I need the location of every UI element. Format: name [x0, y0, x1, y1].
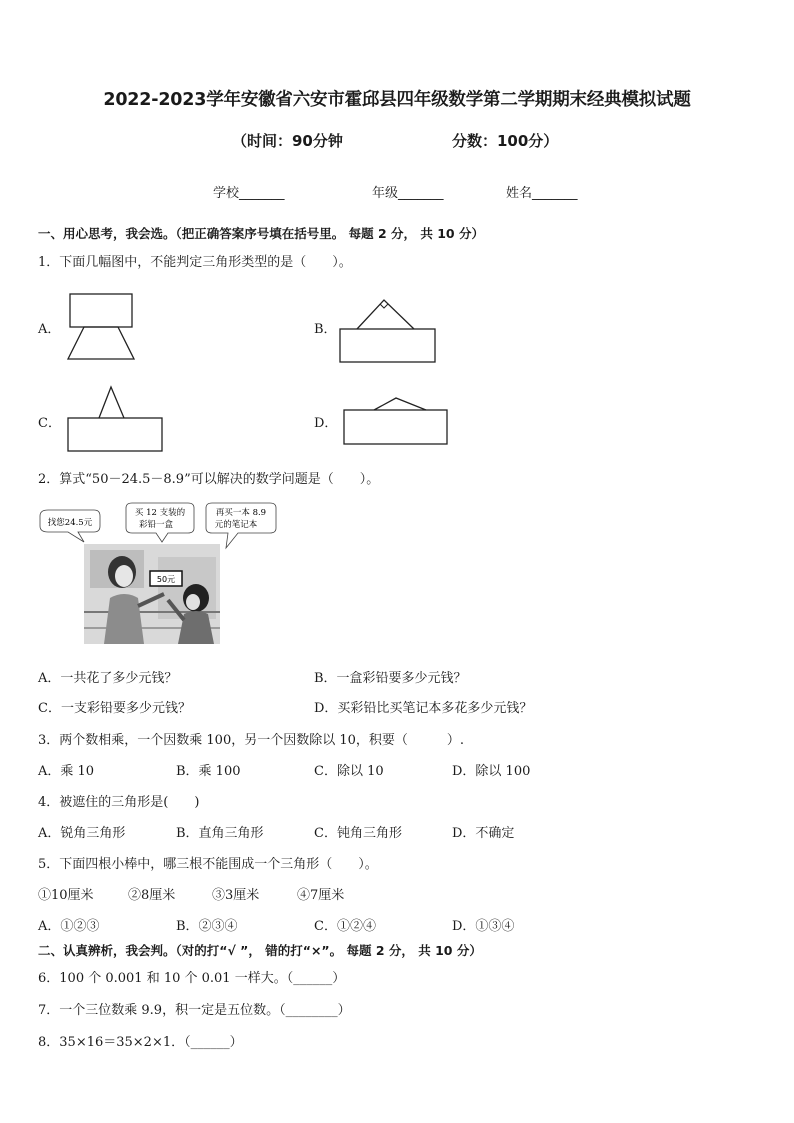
bubble-notebook-line1: 再买一本 8.9: [215, 508, 267, 518]
q5-stick-3: ③3厘米: [212, 888, 260, 903]
banknote-label: 50元: [156, 575, 176, 584]
question-5-stem: 5．下面四根小棒中，哪三根不能围成一个三角形（ ）。: [38, 857, 378, 872]
q4-option-a: A．锐角三角形: [38, 826, 126, 841]
question-6: 6．100 个 0.001 和 10 个 0.01 一样大。（______）: [38, 971, 346, 986]
page-title: 2022-2023学年安徽省六安市霍邱县四年级数学第二学期期末经典模拟试题: [103, 90, 691, 110]
q2-option-b: B．一盒彩铅要多少元钱？: [314, 671, 467, 686]
q1-option-d-label: D．: [314, 416, 338, 431]
q5-option-b: B．②③④: [176, 919, 238, 934]
bubble-pencils-line2: 彩铅一盒: [138, 520, 174, 530]
q2-option-d: D．买彩铅比买笔记本多花多少元钱？: [314, 701, 533, 716]
name-field: 姓名_______: [506, 186, 578, 201]
q1-figure-c: [66, 384, 166, 456]
q5-stick-1: ①10厘米: [38, 888, 94, 903]
q5-stick-4: ④7厘米: [297, 888, 345, 903]
q4-option-b: B．直角三角形: [176, 826, 264, 841]
question-8: 8．35×16＝35×2×1．（______）: [38, 1035, 243, 1050]
question-7: 7．一个三位数乘 9.9，积一定是五位数。（________）: [38, 1003, 351, 1018]
q5-option-d: D．①③④: [452, 919, 515, 934]
q5-option-c: C．①②④: [314, 919, 376, 934]
q1-figure-d: [342, 396, 450, 448]
score-label: 分数：100分）: [452, 132, 559, 150]
q3-option-a: A．乘 10: [38, 764, 95, 779]
section-1-heading: 一、用心思考，我会选。（把正确答案序号填在括号里。 每题 2 分， 共 10 分）: [38, 226, 484, 241]
school-field: 学校_______: [213, 186, 285, 201]
q4-option-d: D．不确定: [452, 826, 515, 841]
q1-option-c-label: C．: [38, 416, 61, 431]
q2-shop-illustration: [38, 502, 283, 647]
q5-stick-2: ②8厘米: [128, 888, 176, 903]
q1-figure-a: [64, 290, 144, 364]
q2-option-c: C．一支彩铅要多少元钱？: [38, 701, 191, 716]
question-3-stem: 3．两个数相乘，一个因数乘 100，另一个因数除以 10，积要（ ）.: [38, 733, 465, 748]
time-label: （时间：90分钟: [232, 132, 343, 150]
q2-option-a: A．一共花了多少元钱？: [38, 671, 178, 686]
q1-option-a-label: A．: [38, 322, 61, 337]
q1-figure-b: [338, 296, 440, 366]
question-1-stem: 1．下面几幅图中，不能判定三角形类型的是（ ）。: [38, 255, 352, 270]
question-2-stem: 2．算式“50－24.5－8.9”可以解决的数学问题是（ ）。: [38, 472, 380, 487]
bubble-pencils-line1: 买 12 支装的: [134, 508, 186, 518]
grade-field: 年级_______: [372, 186, 444, 201]
q3-option-b: B．乘 100: [176, 764, 241, 779]
section-2-heading: 二、认真辨析，我会判。（对的打“√ ”， 错的打“×”。 每题 2 分， 共 10 分）: [38, 943, 482, 958]
q1-option-b-label: B．: [314, 322, 337, 337]
question-4-stem: 4．被遮住的三角形是( ): [38, 795, 200, 810]
q5-option-a: A．①②③: [38, 919, 100, 934]
q4-option-c: C．钝角三角形: [314, 826, 402, 841]
q3-option-d: D．除以 100: [452, 764, 531, 779]
bubble-change: 找您24.5元: [47, 518, 93, 528]
bubble-notebook-line2: 元的笔记本: [214, 520, 258, 530]
q3-option-c: C．除以 10: [314, 764, 384, 779]
